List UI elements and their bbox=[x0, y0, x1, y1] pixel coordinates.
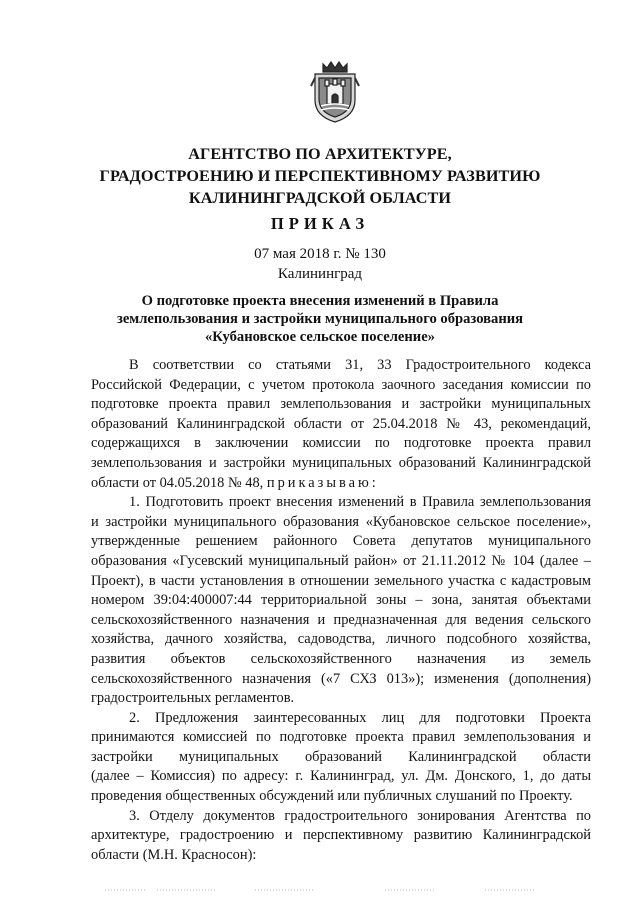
body-line: проведения общественных обсуждений или публичных слушаний по Проекту. bbox=[91, 788, 573, 805]
body-line: 3. Отделу документов градостроительного зонирования Агентства по bbox=[129, 807, 591, 824]
order-subject-line-2: землепользования и застройки муниципального образования bbox=[116, 311, 524, 327]
body-line: развития объектов сельскохозяйственного назначения из земель bbox=[91, 650, 591, 667]
body-line: образования «Гусевский муниципальный район» от 21.11.2012 № 104 (далее – bbox=[91, 552, 591, 569]
body-line: архитектуре, градостроению и перспективному развитию Калининградской bbox=[91, 827, 591, 844]
body-line: области (М.Н. Красносон): bbox=[91, 846, 257, 863]
agency-name-line-3: КАЛИНИНГРАДСКОЙ ОБЛАСТИ bbox=[188, 189, 452, 207]
order-city: Калининград bbox=[277, 266, 363, 282]
agency-name-line-1: АГЕНТСТВО ПО АРХИТЕКТУРЕ, bbox=[188, 145, 452, 163]
body-line: застройки муниципальных образований Калининградской области bbox=[91, 748, 591, 765]
order-title: ПРИКАЗ bbox=[270, 214, 370, 233]
body-line: сельскохозяйственного назначения («7 СХЗ 013»); изменения (дополнения) bbox=[91, 670, 591, 687]
body-line: 2. Предложения заинтересованных лиц для подготовки Проекта bbox=[129, 709, 591, 726]
body-line: Российской Федерации, с учетом протокола заочного заседания комиссии по bbox=[91, 376, 591, 393]
body-line: и застройки муниципального образования «Кубановское сельское поселение», bbox=[91, 513, 591, 530]
body-line: принимаются комиссией по подготовке проекта правил землепользования и bbox=[91, 729, 591, 746]
scan-footer-artifact bbox=[105, 888, 535, 892]
agency-name-line-2: ГРАДОСТРОЕНИЮ И ПЕРСПЕКТИВНОМУ РАЗВИТИЮ bbox=[99, 167, 541, 185]
order-subject-line-1: О подготовке проекта внесения изменений в Правила bbox=[141, 293, 499, 309]
body-line: содержащихся в заключении комиссии по подготовке проекта правил bbox=[91, 435, 591, 452]
agency-name bbox=[0, 143, 640, 209]
order-date-number: 07 мая 2018 г. № 130 bbox=[254, 246, 386, 262]
body-line: (далее – Комиссия) по адресу: г. Калининград, ул. Дм. Донского, 1, до даты bbox=[91, 768, 591, 785]
body-line: сельскохозяйственного назначения и предназначенная для ведения сельского bbox=[91, 611, 591, 628]
prikazyvayu-word: приказываю: bbox=[266, 474, 379, 491]
order-subject-line-3: «Кубановское сельское поселение» bbox=[205, 329, 435, 345]
order-subject bbox=[0, 292, 640, 346]
order-date-block bbox=[0, 244, 640, 284]
body-line: образований Калининградской области от 25.04.2018 № 43, рекомендаций, bbox=[91, 415, 591, 432]
body-line: хозяйства, дачного хозяйства, садоводства, личного подсобного хозяйства, bbox=[91, 631, 591, 648]
body-line: градостроительных регламентов. bbox=[91, 690, 295, 707]
body-line: области от 04.05.2018 № 48, bbox=[91, 474, 264, 491]
coat-of-arms-emblem bbox=[307, 56, 363, 126]
body-line: номером 39:04:400007:44 территориальной зоны – зона, занятая объектами bbox=[91, 592, 591, 609]
body-line: подготовке проекта правил землепользования и застройки муниципальных bbox=[91, 396, 591, 413]
body-line: землепользования и застройки муниципальных образований Калининградской bbox=[91, 454, 591, 471]
body-line: В соответствии со статьями 31, 33 Градостроительного кодекса bbox=[129, 357, 591, 373]
order-body bbox=[91, 356, 591, 865]
body-line-with-order-word bbox=[91, 474, 591, 494]
body-line: 1. Подготовить проект внесения изменений в Правила землепользования bbox=[129, 494, 591, 511]
body-line: утвержденные решением районного Совета депутатов муниципального bbox=[91, 533, 591, 550]
body-line: Проект), в части установления в отношении земельного участка с кадастровым bbox=[91, 572, 591, 589]
